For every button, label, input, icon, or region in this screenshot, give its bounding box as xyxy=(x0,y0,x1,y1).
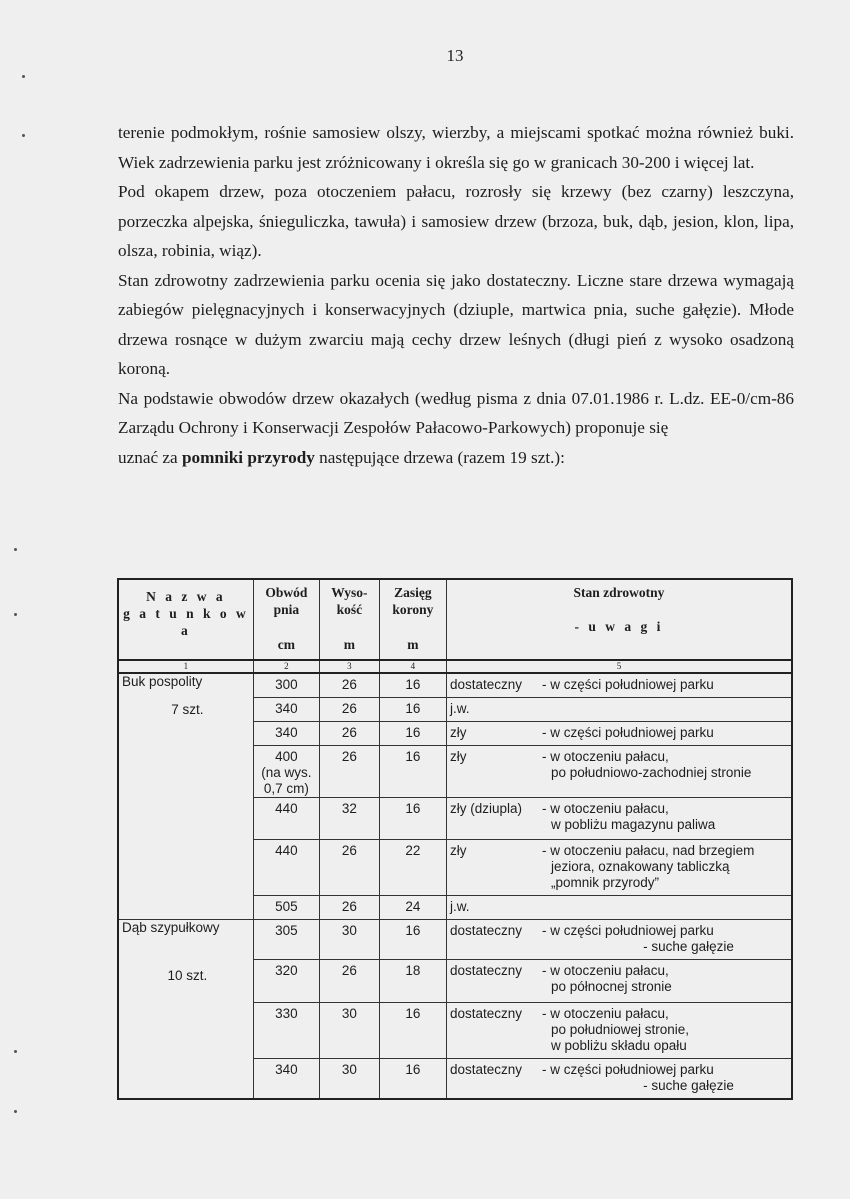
state-value: dostateczny xyxy=(449,1062,522,1077)
state-cell xyxy=(446,920,792,960)
col-num: 3 xyxy=(319,660,379,673)
height-cell: 30 xyxy=(319,1059,379,1100)
crown-cell: 16 xyxy=(379,920,446,960)
scan-dot xyxy=(22,75,25,78)
height-cell: 26 xyxy=(319,673,379,698)
header-circumference: Obwód pnia cm xyxy=(253,579,319,660)
state-value: zły (dziupla) xyxy=(449,801,522,816)
remarks: - w otoczeniu pałacu, nad brzegiem jeziora, oznakowany tabliczką „pomnik przyrody” xyxy=(541,843,755,890)
scan-dot xyxy=(14,1110,17,1113)
header-height: Wyso- kość m xyxy=(319,579,379,660)
paragraph: Na podstawie obwodów drzew okazałych (według pisma z dnia 07.01.1986 r. L.dz. EE-0/cm-86 Zarządu Ochrony i Konserwacji Zespołów Pałacowo-Parkowych) proponuje się xyxy=(118,388,794,437)
table-row xyxy=(118,746,792,798)
height-cell: 26 xyxy=(319,840,379,896)
species-cell xyxy=(118,798,253,840)
header-state: Stan zdrowotny - u w a g i xyxy=(446,579,792,660)
state-cell xyxy=(446,1059,792,1100)
state-value: zły xyxy=(449,725,467,740)
state-cell xyxy=(446,746,792,798)
crown-cell: 18 xyxy=(379,960,446,1003)
state-value: zły xyxy=(449,843,467,858)
species-cell: Buk pospolity xyxy=(118,673,253,698)
height-cell: 30 xyxy=(319,920,379,960)
circumference-cell: 440 xyxy=(253,840,319,896)
height-cell: 30 xyxy=(319,1003,379,1059)
height-cell: 26 xyxy=(319,722,379,746)
circumference-cell: 300 xyxy=(253,673,319,698)
height-cell: 26 xyxy=(319,960,379,1003)
crown-cell: 16 xyxy=(379,1059,446,1100)
species-cell: 7 szt. xyxy=(118,698,253,722)
column-numbers xyxy=(118,660,792,673)
table-row xyxy=(118,840,792,896)
crown-cell: 16 xyxy=(379,698,446,722)
remarks: - w części południowej parku xyxy=(541,725,714,740)
remarks: - w części południowej parku xyxy=(541,677,714,692)
state-cell xyxy=(446,698,792,722)
state-value: j.w. xyxy=(449,899,470,914)
species-cell xyxy=(118,1003,253,1059)
circumference-cell: 320 xyxy=(253,960,319,1003)
crown-cell: 16 xyxy=(379,1003,446,1059)
scan-dot xyxy=(22,134,25,137)
circumference-cell: 340 xyxy=(253,722,319,746)
state-value: dostateczny xyxy=(449,963,522,978)
col-num: 4 xyxy=(379,660,446,673)
crown-cell: 22 xyxy=(379,840,446,896)
scan-dot xyxy=(14,1050,17,1053)
table-row xyxy=(118,1003,792,1059)
circumference-cell: 400 (na wys. 0,7 cm) xyxy=(253,746,319,798)
scan-dot xyxy=(14,548,17,551)
bold-term: pomniki przyrody xyxy=(181,447,315,467)
height-cell: 26 xyxy=(319,896,379,920)
scan-dot xyxy=(14,613,17,616)
crown-cell: 16 xyxy=(379,722,446,746)
table-row xyxy=(118,698,792,722)
circumference-cell: 505 xyxy=(253,896,319,920)
crown-cell: 16 xyxy=(379,746,446,798)
paragraph: terenie podmokłym, rośnie samosiew olszy, wierzby, a miejscami spotkać można również buki. Wiek zadrzewienia parku jest zróżnicowany i określa się go w granicach 30-200 i więcej lat. xyxy=(118,123,794,172)
state-value: dostateczny xyxy=(449,923,522,938)
height-cell: 26 xyxy=(319,698,379,722)
col-num: 1 xyxy=(118,660,253,673)
table-row xyxy=(118,960,792,1003)
table-row xyxy=(118,920,792,960)
state-value: j.w. xyxy=(449,701,470,716)
table-row xyxy=(118,896,792,920)
crown-cell: 24 xyxy=(379,896,446,920)
text-span: uznać za xyxy=(118,447,182,467)
state-cell xyxy=(446,840,792,896)
state-value: zły xyxy=(449,749,467,764)
crown-cell: 16 xyxy=(379,798,446,840)
species-cell xyxy=(118,1059,253,1100)
state-cell xyxy=(446,960,792,1003)
species-cell xyxy=(118,840,253,896)
table-header xyxy=(118,579,792,660)
state-cell xyxy=(446,673,792,698)
species-cell: Dąb szypułkowy xyxy=(118,920,253,960)
header-crown: Zasięg korony m xyxy=(379,579,446,660)
page-number: 13 xyxy=(446,46,464,65)
remarks: - w otoczeniu pałacu, po północnej stronie xyxy=(541,963,672,994)
table-row xyxy=(118,1059,792,1100)
circumference-cell: 340 xyxy=(253,698,319,722)
circumference-cell: 305 xyxy=(253,920,319,960)
table-row xyxy=(118,673,792,698)
state-cell xyxy=(446,1003,792,1059)
col-num: 5 xyxy=(446,660,792,673)
crown-cell: 16 xyxy=(379,673,446,698)
monuments-table xyxy=(117,578,793,1100)
table-row xyxy=(118,798,792,840)
species-cell: 10 szt. xyxy=(118,960,253,1003)
remarks: - w otoczeniu pałacu, po południowo-zachodniej stronie xyxy=(541,749,752,780)
paragraph: Pod okapem drzew, poza otoczeniem pałacu, rozrosły się krzewy (bez czarny) leszczyna, porzeczka alpejska, śnieguliczka, tawuła) i samosiew drzew (brzoza, buk, dąb, jesion, klon, lipa, olsza, robinia, wiąz). xyxy=(118,182,794,260)
paragraph: Stan zdrowotny zadrzewienia parku ocenia się jako dostateczny. Liczne stare drzewa wymagają zabiegów pielęgnacyjnych i konserwacyjnych (dziuple, martwica pnia, suche gałęzie). Młode drzewa rosnące w dużym zwarciu mają cechy drzew leśnych (długi pień z wysoko osadzoną koroną. xyxy=(118,270,794,378)
remarks: - w części południowej parku - suche gałęzie xyxy=(541,1062,734,1093)
remarks: - w części południowej parku - suche gałęzie xyxy=(541,923,734,954)
remarks: - w otoczeniu pałacu, w pobliżu magazynu paliwa xyxy=(541,801,716,832)
state-value: dostateczny xyxy=(449,1006,522,1021)
state-cell xyxy=(446,798,792,840)
circumference-cell: 440 xyxy=(253,798,319,840)
text-span: następujące drzewa (razem 19 szt.): xyxy=(314,447,565,467)
body-text xyxy=(118,118,794,472)
species-cell xyxy=(118,896,253,920)
circumference-cell: 330 xyxy=(253,1003,319,1059)
circumference-cell: 340 xyxy=(253,1059,319,1100)
height-cell: 26 xyxy=(319,746,379,798)
state-cell xyxy=(446,896,792,920)
state-cell xyxy=(446,722,792,746)
remarks: - w otoczeniu pałacu, po południowej stronie, w pobliżu składu opału xyxy=(541,1006,690,1053)
species-cell xyxy=(118,746,253,798)
paragraph-last xyxy=(118,443,794,473)
species-cell xyxy=(118,722,253,746)
header-name: N a z w a g a t u n k o w a xyxy=(118,579,253,660)
col-num: 2 xyxy=(253,660,319,673)
table-row xyxy=(118,722,792,746)
height-cell: 32 xyxy=(319,798,379,840)
state-value: dostateczny xyxy=(449,677,522,692)
